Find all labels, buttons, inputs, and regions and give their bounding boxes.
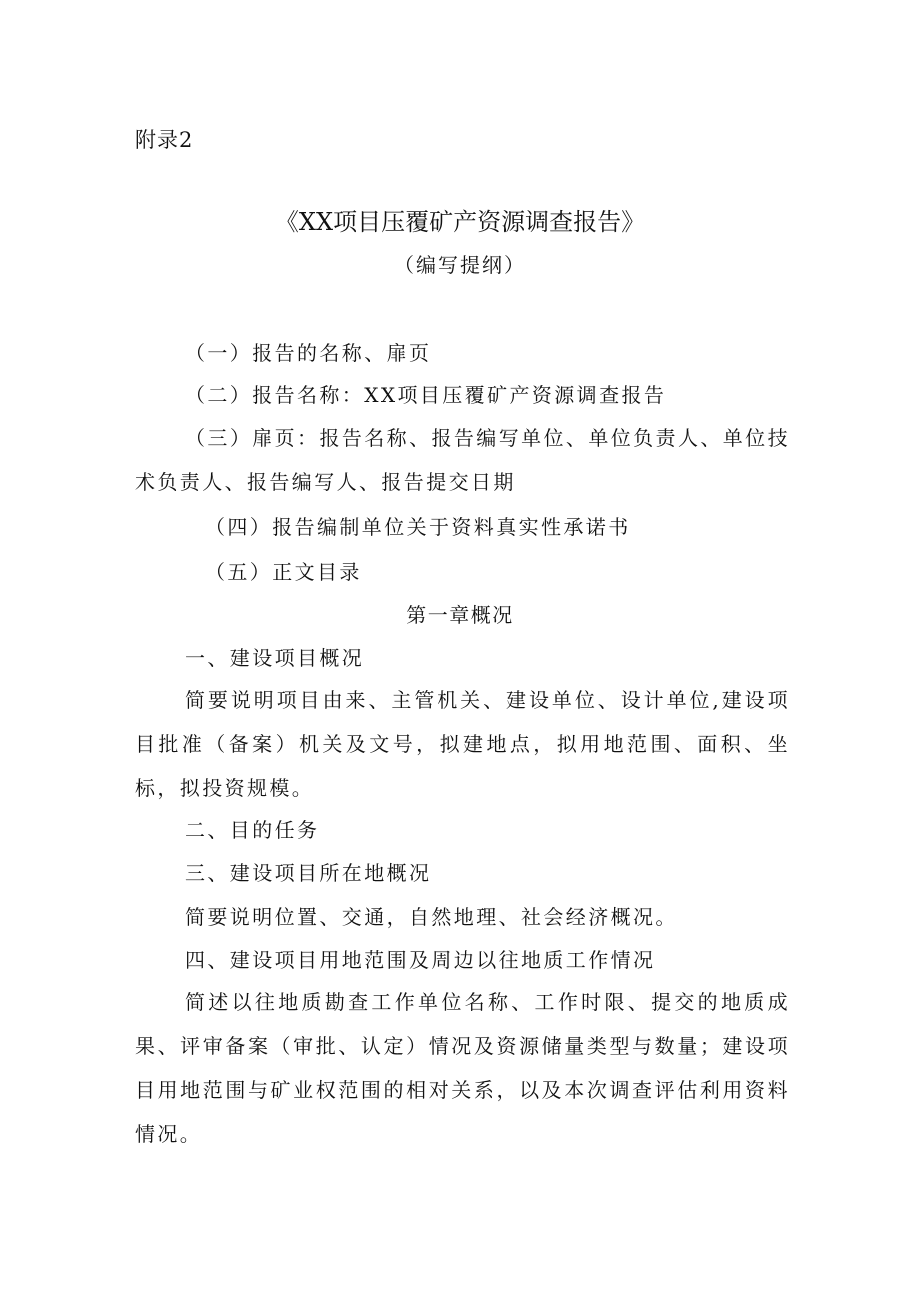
outline-item-1: （一）报告的名称、扉页 — [185, 341, 432, 365]
outline-item-5: （五）正文目录 — [205, 560, 362, 584]
outline-item-4: （四）报告编制单位关于资料真实性承诺书 — [205, 515, 631, 539]
section-heading-1: 一、建设项目概况 — [185, 646, 365, 670]
section-body-4: 简述以往地质勘查工作单位名称、工作时限、提交的地质成果、评审备案（审批、认定）情况及资源储量类型与数量；建设项目用地范围与矿业权范围的相对关系，以及本次调查评估利用资料情况。 — [135, 990, 790, 1146]
section-body-3: 简要说明位置、交通，自然地理、社会经济概况。 — [185, 905, 678, 929]
appendix-label: 附录2 — [135, 128, 194, 152]
section-heading-3: 三、建设项目所在地概况 — [185, 861, 432, 885]
section-body-1: 简要说明项目由来、主管机关、建设单位、设计单位,建设项目批准（备案）机关及文号，拟建地点，拟用地范围、面积、坐标，拟投资规模。 — [135, 688, 790, 800]
section-heading-2: 二、目的任务 — [185, 818, 320, 842]
outline-item-2: （二）报告名称：XX项目压覆矿产资源调查报告 — [185, 383, 667, 407]
section-heading-4: 四、建设项目用地范围及周边以往地质工作情况 — [185, 948, 656, 972]
document-title: 《XX项目压覆矿产资源调查报告》 — [274, 208, 646, 236]
outline-item-3: （三）扉页：报告名称、报告编写单位、单位负责人、单位技术负责人、报告编写人、报告提交日期 — [135, 426, 790, 494]
chapter-title: 第一章概况 — [406, 603, 514, 627]
document-subtitle: （编写提纲） — [394, 253, 526, 277]
